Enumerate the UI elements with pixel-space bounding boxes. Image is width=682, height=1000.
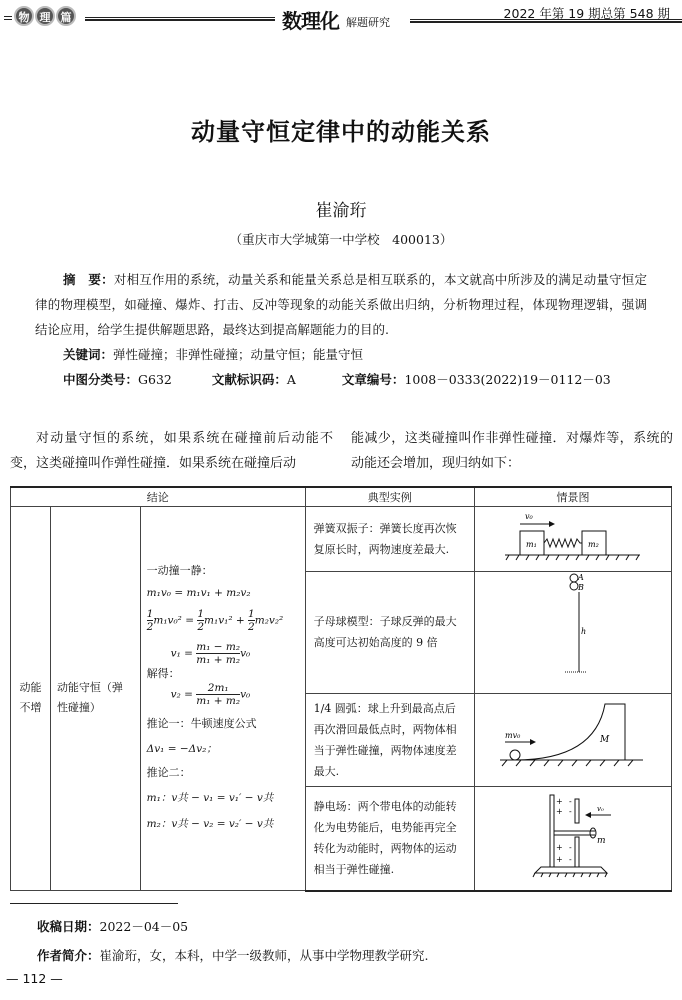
svg-text:+: +	[556, 796, 563, 806]
page-number: — 112 —	[6, 971, 63, 986]
doc-code-value: A	[286, 372, 296, 387]
keywords-text: 弹性碰撞；非弹性碰撞；动量守恒；能量守恒	[113, 347, 364, 362]
page-title: 动量守恒定律中的动能关系	[191, 117, 491, 146]
frac-den: 2	[197, 620, 205, 633]
received-date	[37, 917, 188, 935]
column-name: 解题研究	[346, 16, 390, 29]
ball-a	[570, 574, 578, 582]
eq-term: m₁v₀² =	[153, 614, 195, 627]
diagram-spring	[475, 506, 672, 571]
affiliation: （重庆市大学城第一中学校 400013）	[229, 232, 453, 247]
svg-text:+: +	[556, 842, 563, 852]
journal-name: 数理化	[282, 9, 339, 33]
spring	[544, 539, 582, 547]
eq-term: v₀	[240, 647, 251, 660]
eq-term: v₂ =	[170, 688, 193, 701]
footnote-rule	[10, 903, 178, 904]
svg-text:+: +	[556, 854, 563, 864]
clc-value: G632	[138, 372, 172, 387]
label-M: M	[600, 735, 610, 745]
example-arc: 1/4 圆弧：球上升到最高点后再次滑回最低点时，两物体相当于弹性碰撞，两物体速度差最大.	[305, 693, 474, 786]
ball	[510, 750, 520, 760]
label-b: B	[578, 582, 584, 592]
frac-den: m₁ + m₂	[196, 653, 241, 666]
header-rule	[85, 17, 275, 21]
fixed-plate	[550, 795, 554, 867]
badge-char: 物	[14, 6, 34, 26]
plate-upper	[575, 799, 579, 823]
base	[535, 867, 607, 873]
conclusion-cell	[140, 506, 305, 891]
svg-text:-: -	[569, 796, 572, 806]
diagram-electrostatic	[475, 786, 672, 891]
abstract-label: 摘 要：	[63, 272, 114, 287]
energy-equation	[147, 608, 299, 633]
badge-char: 理	[35, 6, 55, 26]
category-cell: 动能不增	[11, 506, 51, 891]
electrostatic-diagram	[475, 787, 671, 887]
inference-1-eq: Δv₁ = −Δv₂；	[146, 742, 217, 755]
frac-den: 2	[146, 620, 154, 633]
frac-num: 1	[146, 607, 154, 620]
label-h: h	[581, 626, 587, 636]
body-text-left: 对动量守恒的系统，如果系统在碰撞前后动能不变，这类碰撞叫作弹性碰撞．如果系统在碰撞后动	[10, 431, 333, 471]
label-mv0: mv₀	[505, 731, 521, 740]
summary-table	[10, 486, 672, 892]
badge-char: 篇	[56, 6, 76, 26]
label-v0: v₀	[597, 804, 604, 813]
type-cell: 动能守恒（弹性碰撞）	[50, 506, 140, 891]
eq-term: m₁v₁² +	[204, 614, 245, 627]
frac-den: 2	[248, 620, 255, 633]
frac-num: 1	[197, 607, 205, 620]
svg-text:-: -	[569, 842, 572, 852]
eq-term: v₁ =	[170, 647, 193, 660]
header-examples: 典型实例	[305, 487, 474, 506]
label-v0: v₀	[525, 512, 533, 521]
abstract	[35, 267, 647, 392]
label-m1: m₁	[526, 540, 537, 549]
quarter-arc-diagram	[475, 698, 671, 778]
frac-num: 1	[248, 607, 255, 620]
label-a: A	[578, 572, 584, 582]
example-electrostatic: 静电场：两个带电体的动能转化为电势能后，电势能再完全转化为动能时，两物体的运动相当于弹性碰撞.	[305, 786, 474, 891]
author-bio-text: 崔渝珩，女，本科，中学一级教师，从事中学物理教学研究.	[99, 948, 429, 963]
v1-solution	[147, 641, 299, 666]
frac-num: 2m₁	[196, 682, 240, 695]
article-number-value: 1008－0333(2022)19－0112－03	[404, 372, 611, 387]
diagram-arc	[475, 693, 672, 786]
charged-body-m	[590, 828, 596, 838]
frac-den: m₁ + m₂	[196, 694, 241, 707]
author-bio	[37, 946, 429, 964]
inference-2-eq1: m₁：v共 − v₁ = v₁′ − v共	[146, 791, 274, 804]
svg-text:+: +	[556, 806, 563, 816]
inference-2-eq2: m₂：v共 − v₂ = v₂′ − v共	[146, 817, 274, 830]
header-conclusion: 结论	[11, 487, 306, 506]
received-label: 收稿日期：	[37, 919, 100, 934]
issue-info: 2022 年第 19 期总第 548 期	[503, 6, 670, 21]
eq-term: v₀	[240, 688, 251, 701]
doc-code-label: 文献标识码：	[211, 372, 287, 387]
example-balls: 子母球模型：子球反弹的最大高度可达初始高度的 9 倍	[305, 571, 474, 693]
spring-oscillator-diagram	[475, 507, 671, 567]
header-left-marker	[4, 16, 12, 20]
solve-label: 解得：	[146, 666, 180, 680]
inference-2: 推论二：	[146, 765, 191, 779]
diagram-balls	[475, 571, 672, 693]
plate-lower	[575, 837, 579, 867]
label-m2: m₂	[588, 540, 599, 549]
received-value: 2022－04－05	[99, 919, 189, 934]
conclusion-line: 一动撞一静：	[146, 563, 213, 577]
clc-label: 中图分类号：	[63, 372, 139, 387]
keywords-label: 关键词：	[63, 347, 114, 362]
inference-1: 推论一：牛顿速度公式	[146, 716, 257, 730]
momentum-equation: m₁v₀ = m₁v₁ + m₂v₂	[146, 586, 251, 599]
label-m: m	[597, 835, 606, 846]
svg-text:-: -	[569, 806, 572, 816]
author-name: 崔渝珩	[315, 201, 367, 221]
v2-solution	[147, 682, 299, 707]
ball-b	[570, 582, 578, 590]
section-badge	[14, 6, 77, 26]
stacked-balls-diagram	[475, 572, 671, 690]
arc-block	[515, 704, 625, 760]
author-bio-label: 作者简介：	[37, 948, 100, 963]
eq-term: m₂v₂²	[254, 614, 284, 627]
header-diagram: 情景图	[475, 487, 672, 506]
body-text-right: 能减少，这类碰撞叫作非弹性碰撞．对爆炸等，系统的动能还会增加，现归纳如下：	[351, 431, 673, 471]
svg-text:-: -	[569, 854, 572, 864]
abstract-text: 对相互作用的系统，动量关系和能量关系总是相互联系的，本文就高中所涉及的满足动量守恒定律的物理模型，如碰撞、爆炸、打击、反冲等现象的动能关系做出归纳，分析物理过程，体现物理逻辑，强调结论应用，给学生提供解题思路，最终达到提高解题能力的目的.	[35, 272, 647, 337]
article-number-label: 文章编号：	[341, 372, 405, 387]
frac-num: m₁ − m₂	[196, 640, 241, 653]
example-spring: 弹簧双振子：弹簧长度再次恢复原长时，两物速度差最大.	[305, 506, 474, 571]
